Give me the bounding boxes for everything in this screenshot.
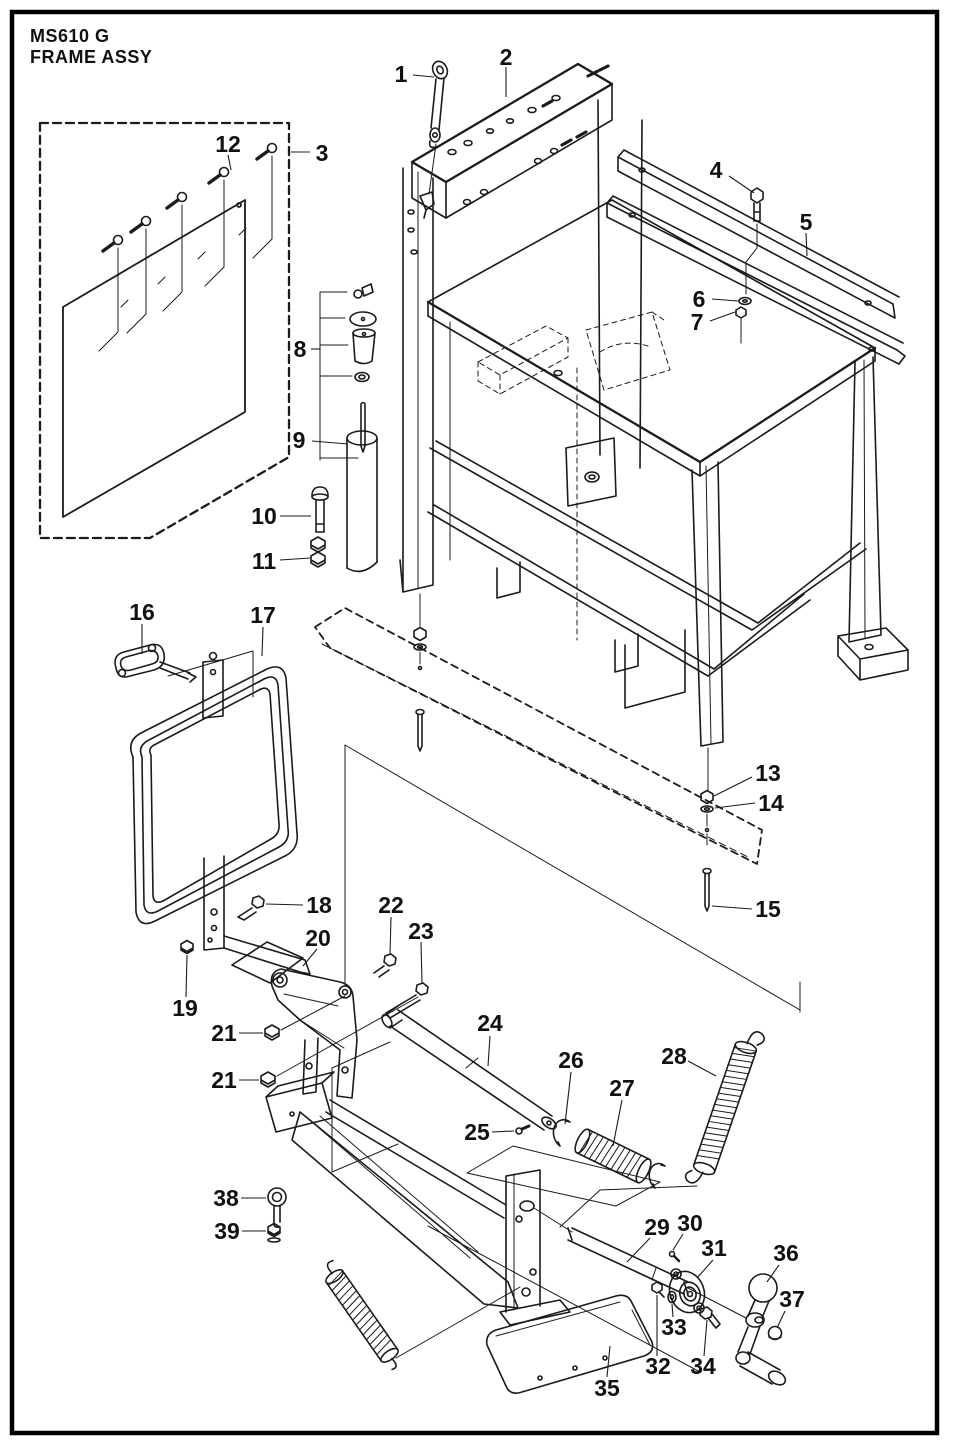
- callout-34: 34: [690, 1353, 716, 1379]
- callout-22: 22: [378, 892, 404, 918]
- page-border: [12, 12, 937, 1433]
- callout-15: 15: [755, 896, 781, 922]
- pin-30: [670, 1252, 680, 1262]
- callout-28: 28: [661, 1043, 687, 1069]
- pivot-bracket-20: [271, 969, 357, 1098]
- dashed-bar: [315, 608, 762, 864]
- callout-27: 27: [609, 1075, 635, 1101]
- spring-28: [684, 1025, 766, 1190]
- callout-38: 38: [213, 1185, 239, 1211]
- panel-screws: [99, 144, 277, 352]
- callout-37: 37: [779, 1286, 805, 1312]
- bolt-18: [238, 896, 264, 920]
- callout-10: 10: [251, 503, 277, 529]
- cap-37: [769, 1327, 782, 1340]
- callout-33: 33: [661, 1314, 687, 1340]
- callout-16: 16: [129, 599, 155, 625]
- callout-2: 2: [499, 44, 513, 70]
- line-art: [40, 59, 908, 1393]
- clip-26: [553, 1120, 570, 1146]
- callout-5: 5: [799, 209, 813, 235]
- spring-27: [572, 1127, 654, 1185]
- callout-29: 29: [644, 1214, 670, 1240]
- spring-bottom-left: [318, 1259, 520, 1372]
- bolt-10: [312, 487, 328, 532]
- callout-21-upper: 21: [211, 1020, 237, 1046]
- callout-25: 25: [464, 1119, 490, 1145]
- doc-title-line2: FRAME ASSY: [30, 47, 153, 67]
- callout-20: 20: [305, 925, 331, 951]
- cylinder-9: [347, 431, 377, 571]
- spacer-stack-8: [320, 284, 376, 460]
- callout-26: 26: [558, 1047, 584, 1073]
- bar-fasteners-right: [701, 748, 713, 911]
- callout-32: 32: [645, 1353, 671, 1379]
- callout-3: 3: [315, 140, 329, 166]
- callout-39: 39: [214, 1218, 240, 1244]
- nut-21-upper: [265, 996, 345, 1040]
- callout-19: 19: [172, 995, 198, 1021]
- doc-title-line1: MS610 G: [30, 26, 110, 46]
- left-channel-leg: [400, 168, 450, 592]
- callout-14: 14: [758, 790, 784, 816]
- callout-7: 7: [690, 309, 704, 335]
- pin-25: [516, 1126, 529, 1134]
- guard-frame-17: [131, 667, 297, 924]
- nut-19: [181, 941, 193, 954]
- screw-32: [652, 1282, 664, 1297]
- link-rod-24: [380, 1006, 558, 1131]
- callout-21-lower: 21: [211, 1067, 237, 1093]
- callout-36: 36: [773, 1240, 799, 1266]
- callout-12: 12: [215, 131, 241, 157]
- nut-21-lower: [261, 997, 418, 1087]
- table-frame: [428, 200, 908, 746]
- control-rod-29: [534, 1208, 746, 1318]
- callout-4: 4: [709, 157, 723, 183]
- callout-23: 23: [408, 918, 434, 944]
- bolt-23: [386, 983, 428, 1018]
- callout-24: 24: [477, 1010, 503, 1036]
- callout-9: 9: [292, 427, 306, 453]
- pivot-post: [467, 1146, 660, 1325]
- guard-panel: [63, 200, 245, 517]
- eyebolt-38: [268, 1188, 286, 1227]
- washer-6-nut-7: [736, 298, 751, 344]
- bolt-22: [374, 954, 396, 977]
- callout-31: 31: [701, 1235, 727, 1261]
- dashed-detail-box: [40, 123, 289, 538]
- frame-post-bottom: [204, 856, 310, 974]
- callout-11: 11: [251, 548, 277, 574]
- bar-fasteners-left: [414, 594, 426, 751]
- clamp-16: [115, 644, 196, 682]
- callout-1: 1: [394, 61, 408, 87]
- callout-6: 6: [692, 286, 706, 312]
- right-rails: [607, 150, 905, 364]
- callout-13: 13: [755, 760, 781, 786]
- callout-18: 18: [306, 892, 332, 918]
- nuts-11: [311, 537, 325, 567]
- clip-27-right: [649, 1164, 665, 1188]
- callout-8: 8: [293, 336, 307, 362]
- callout-30: 30: [677, 1210, 703, 1236]
- callout-35: 35: [594, 1375, 620, 1401]
- callout-17: 17: [250, 602, 276, 628]
